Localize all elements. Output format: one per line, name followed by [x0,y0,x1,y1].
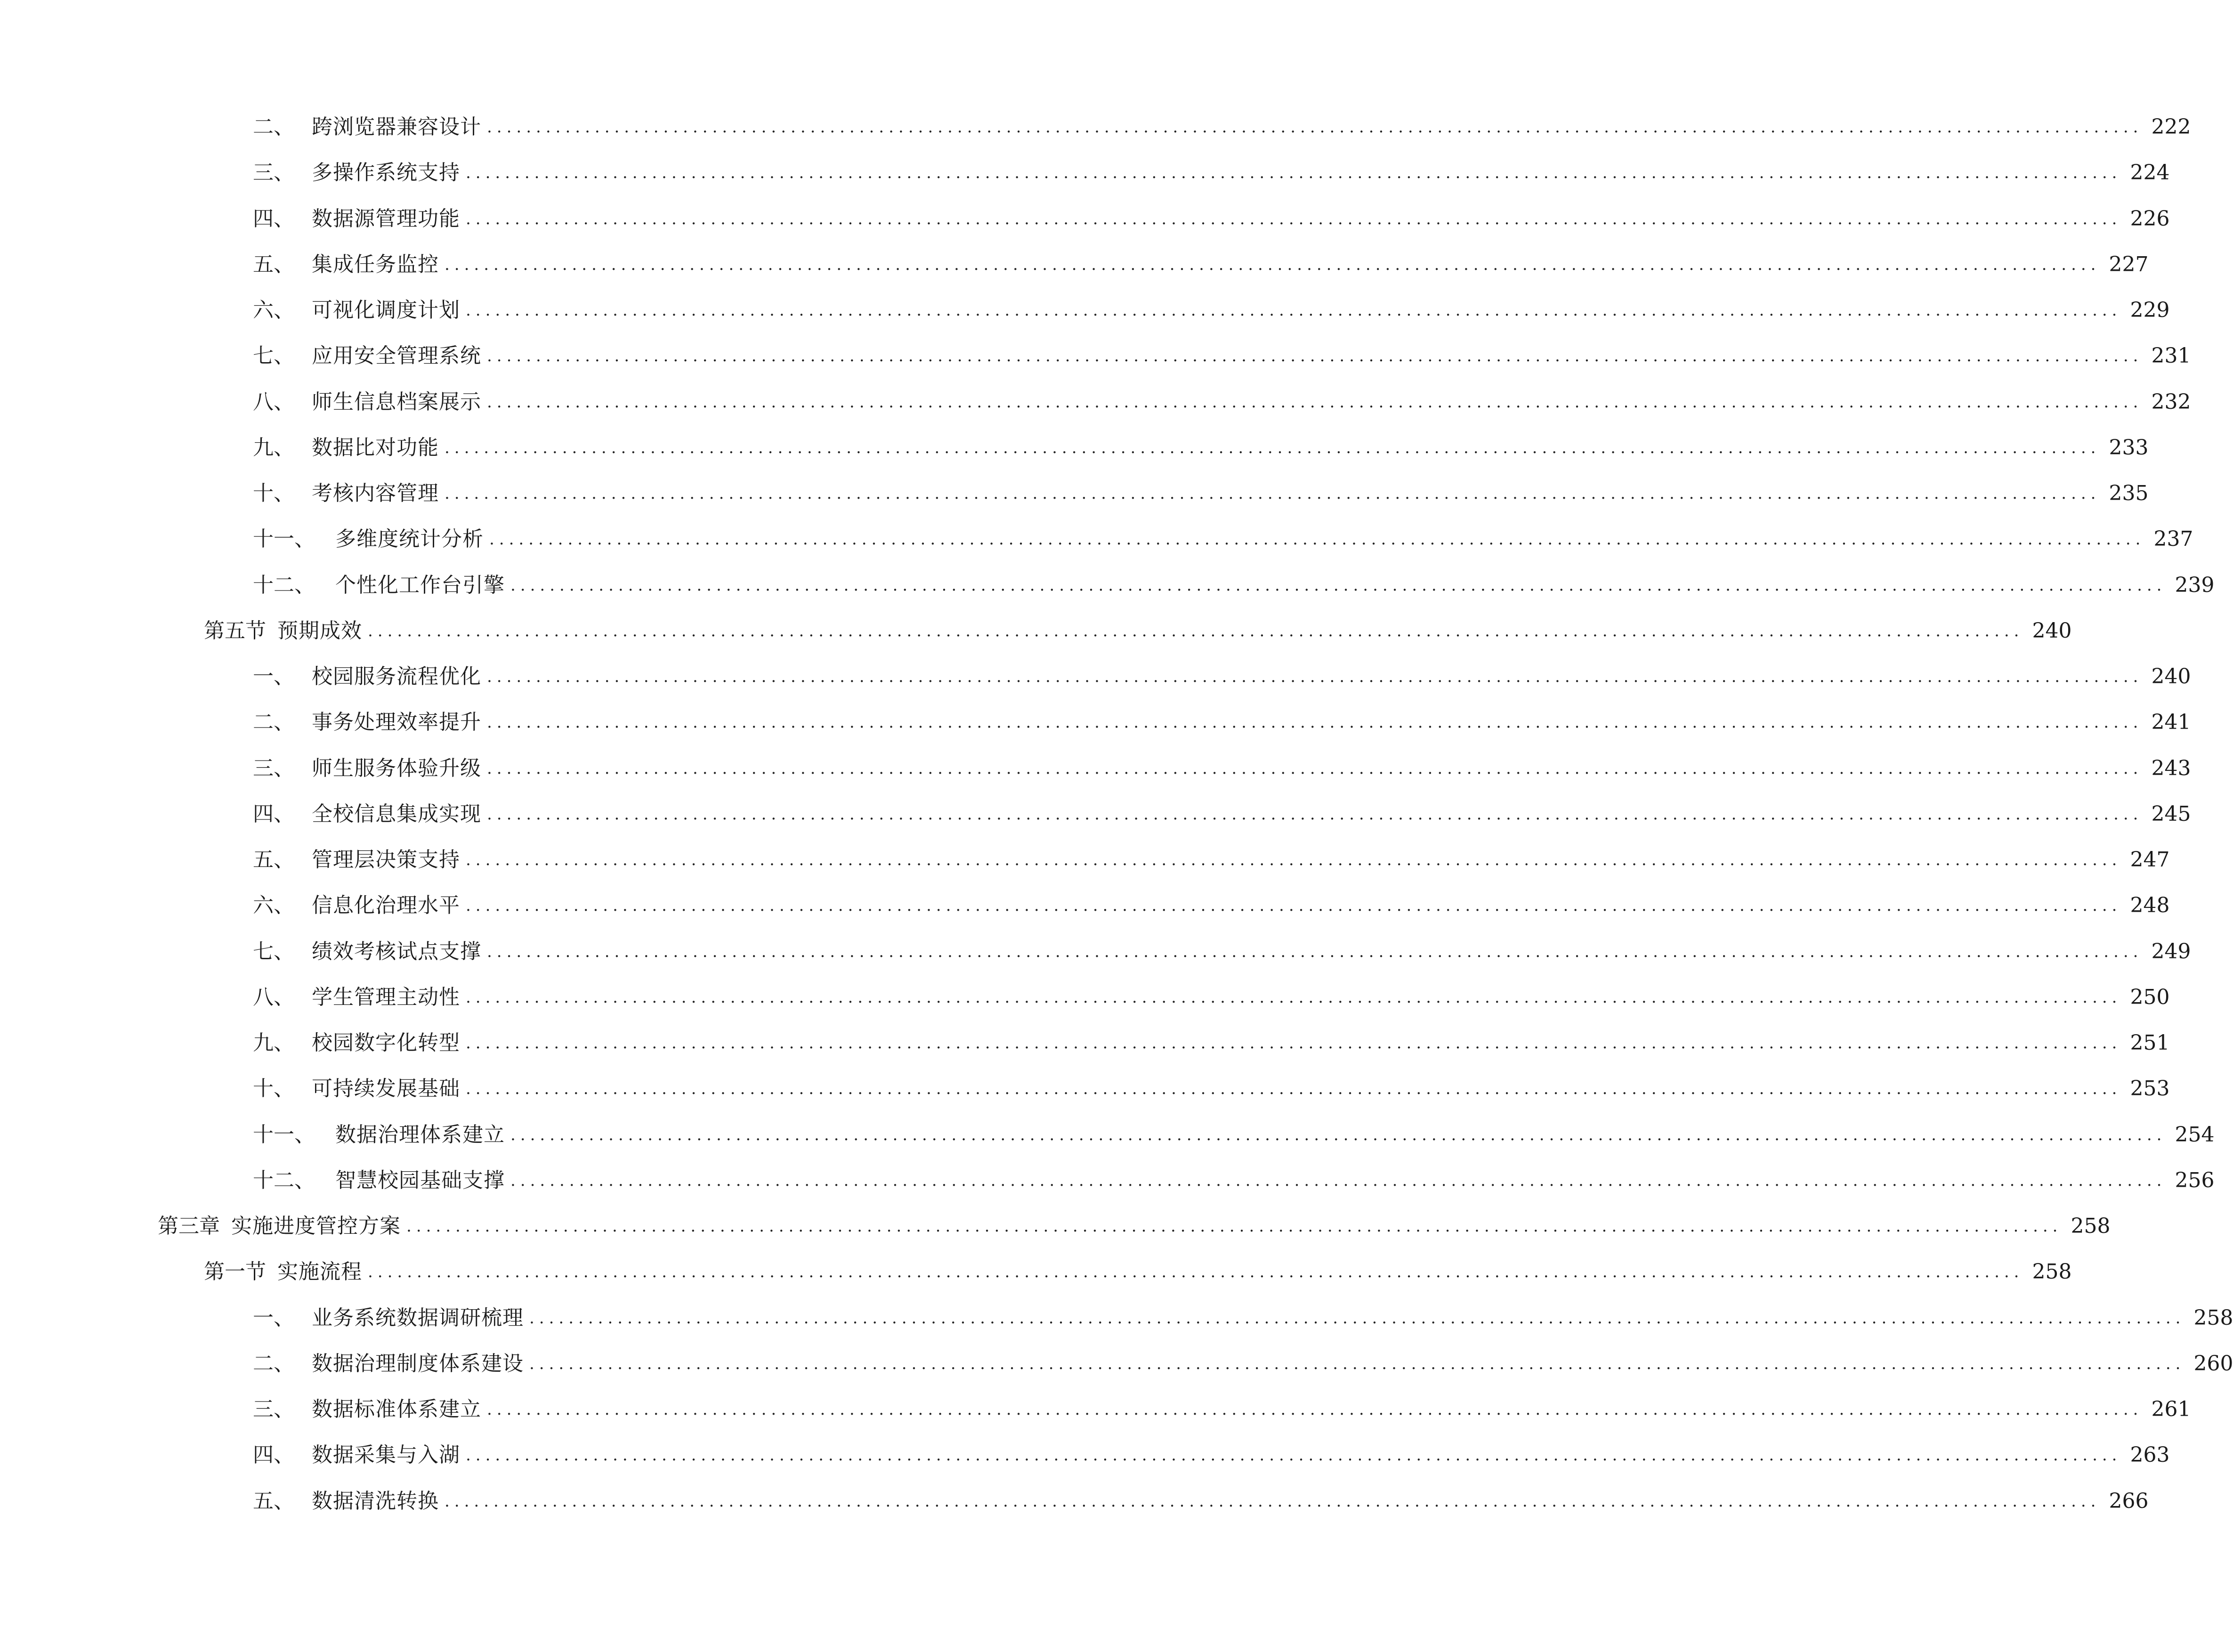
toc-entry[interactable] [253,1158,2215,1203]
toc-entry-page-number: 235 [2109,481,2149,505]
toc-entry-number: 六、 [253,298,294,322]
toc-entry[interactable] [253,929,2191,974]
toc-entry[interactable] [253,517,2193,562]
toc-entry-title: 全校信息集成实现 [312,802,481,826]
toc-entry-title: 事务处理效率提升 [312,710,481,735]
toc-dot-leader: ......................................................................................................................................................................... [445,438,2101,457]
toc-dot-leader: ......................................................................................................................................................................... [510,1125,2167,1144]
toc-dot-leader: ......................................................................................................................................................................... [487,667,2143,686]
toc-entry-title: 实施进度管控方案 [231,1214,401,1238]
toc-entry[interactable] [253,792,2191,837]
toc-entry-number: 四、 [253,1443,294,1467]
toc-entry-number: 十一、 [253,1122,315,1147]
toc-entry[interactable] [253,425,2149,470]
toc-entry[interactable] [253,150,2170,195]
toc-dot-leader: ......................................................................................................................................................................... [529,1308,2185,1328]
toc-entry-title: 多操作系统支持 [312,161,460,185]
toc-entry[interactable] [253,975,2170,1020]
toc-entry-page-number: 226 [2130,206,2170,231]
toc-entry-number: 九、 [253,435,294,460]
toc-dot-leader: ......................................................................................................................................................................... [487,713,2143,732]
toc-entry-number: 五、 [253,1489,294,1513]
toc-entry[interactable] [253,288,2170,333]
toc-entry-title: 学生管理主动性 [312,985,460,1009]
toc-entry-page-number: 233 [2109,435,2149,460]
toc-entry-title: 预期成效 [277,618,362,643]
toc-entry[interactable] [253,1433,2170,1478]
toc-entry[interactable] [253,1479,2149,1524]
toc-entry[interactable] [253,1296,2233,1341]
toc-entry-number: 十、 [253,1077,294,1101]
toc-entry[interactable] [253,700,2191,745]
toc-entry-page-number: 247 [2130,848,2170,872]
toc-entry-title: 绩效考核试点支撑 [312,939,481,964]
toc-entry-number: 七、 [253,939,294,964]
toc-dot-leader: ......................................................................................................................................................................... [466,1034,2122,1053]
toc-entry[interactable] [253,837,2170,883]
toc-entry[interactable] [253,1066,2170,1111]
toc-entry-page-number: 227 [2109,252,2149,276]
toc-entry-number: 二、 [253,1351,294,1376]
toc-entry-title: 考核内容管理 [312,481,439,505]
toc-entry-title: 个性化工作台引擎 [335,573,505,597]
toc-entry-page-number: 261 [2151,1397,2191,1421]
toc-dot-leader: ......................................................................................................................................................................... [487,347,2143,366]
toc-entry-title: 数据标准体系建立 [312,1397,481,1421]
toc-entry-number: 五、 [253,252,294,276]
toc-entry[interactable] [253,333,2191,379]
toc-entry-title: 校园服务流程优化 [312,664,481,688]
toc-dot-leader: ......................................................................................................................................................................... [466,163,2122,183]
toc-entry-title: 数据治理制度体系建设 [312,1351,524,1376]
toc-entry-number: 第五节 [204,618,266,643]
toc-dot-leader: ......................................................................................................................................................................... [368,621,2024,640]
toc-dot-leader: ......................................................................................................................................................................... [406,1217,2063,1236]
toc-dot-leader: ......................................................................................................................................................................... [487,804,2143,824]
toc-entry-page-number: 254 [2175,1122,2215,1147]
toc-dot-leader: ......................................................................................................................................................................... [466,988,2122,1007]
toc-dot-leader: ......................................................................................................................................................................... [466,301,2122,320]
toc-dot-leader: ......................................................................................................................................................................... [529,1354,2185,1373]
toc-entry[interactable] [253,883,2170,928]
toc-entry-title: 可持续发展基础 [312,1077,460,1101]
toc-dot-leader: ......................................................................................................................................................................... [487,1400,2143,1419]
toc-entry-title: 校园数字化转型 [312,1031,460,1055]
toc-entry-page-number: 232 [2151,389,2191,414]
toc-entry[interactable] [253,105,2191,150]
toc-entry-page-number: 243 [2151,756,2191,780]
toc-entry-page-number: 240 [2032,618,2072,643]
toc-entry-title: 师生信息档案展示 [312,389,481,414]
toc-entry-title: 数据比对功能 [312,435,439,460]
toc-entry-page-number: 248 [2130,893,2170,918]
toc-entry[interactable] [253,1341,2233,1386]
toc-entry-number: 九、 [253,1031,294,1055]
toc-entry-title: 数据采集与入湖 [312,1443,460,1467]
toc-entry-number: 一、 [253,1305,294,1330]
toc-entry-title: 多维度统计分析 [335,527,484,551]
toc-entry-title: 管理层决策支持 [312,848,460,872]
toc-dot-leader: ......................................................................................................................................................................... [487,942,2143,961]
toc-entry[interactable] [204,608,2072,654]
toc-entry-title: 信息化治理水平 [312,893,460,918]
toc-dot-leader: ......................................................................................................................................................................... [510,1171,2167,1190]
toc-entry-number: 八、 [253,389,294,414]
toc-entry-number: 第三章 [158,1214,220,1238]
toc-entry-page-number: 258 [2193,1305,2233,1330]
toc-entry-number: 第一节 [204,1260,266,1284]
toc-entry-page-number: 237 [2153,527,2193,551]
toc-entry-page-number: 239 [2175,573,2215,597]
toc-entry[interactable] [253,746,2191,791]
toc-entry-number: 二、 [253,115,294,139]
toc-entry-title: 数据源管理功能 [312,206,460,231]
toc-entry-title: 智慧校园基础支撑 [335,1168,505,1192]
toc-entry-title: 实施流程 [277,1260,362,1284]
toc-entry-title: 跨浏览器兼容设计 [312,115,481,139]
toc-dot-leader: ......................................................................................................................................................................... [487,118,2143,137]
toc-entry-page-number: 245 [2151,802,2191,826]
toc-entry[interactable] [253,1112,2215,1158]
toc-entry-title: 集成任务监控 [312,252,439,276]
toc-entry-number: 二、 [253,710,294,735]
toc-entry-number: 三、 [253,756,294,780]
toc-entry[interactable] [158,1204,2111,1249]
toc-entry-number: 四、 [253,206,294,231]
toc-dot-leader: ......................................................................................................................................................................... [445,1491,2101,1511]
toc-entry-page-number: 241 [2151,710,2191,735]
toc-dot-leader: ......................................................................................................................................................................... [489,530,2145,549]
toc-dot-leader: ......................................................................................................................................................................... [510,575,2167,595]
toc-entry-page-number: 240 [2151,664,2191,688]
toc-entry-page-number: 229 [2130,298,2170,322]
toc-entry-page-number: 231 [2151,344,2191,368]
toc-entry[interactable] [253,196,2170,242]
toc-dot-leader: ......................................................................................................................................................................... [368,1263,2024,1282]
toc-entry-page-number: 256 [2175,1168,2215,1192]
toc-entry-number: 五、 [253,848,294,872]
toc-entry-page-number: 224 [2130,161,2170,185]
toc-entry[interactable] [253,380,2191,425]
toc-dot-leader: ......................................................................................................................................................................... [466,1446,2122,1465]
toc-entry-page-number: 253 [2130,1077,2170,1101]
toc-entry-title: 可视化调度计划 [312,298,460,322]
toc-entry-title: 数据清洗转换 [312,1489,439,1513]
toc-entry-page-number: 250 [2130,985,2170,1009]
toc-dot-leader: ......................................................................................................................................................................... [487,759,2143,778]
toc-dot-leader: ......................................................................................................................................................................... [466,1079,2122,1099]
toc-entry-page-number: 258 [2071,1214,2111,1238]
toc-entry-page-number: 222 [2151,115,2191,139]
toc-entry-number: 三、 [253,161,294,185]
toc-entry[interactable] [253,1020,2170,1066]
toc-entry-number: 七、 [253,344,294,368]
toc-entry[interactable] [253,1387,2191,1432]
toc-entry-number: 一、 [253,664,294,688]
toc-entry-number: 八、 [253,985,294,1009]
toc-entry-title: 业务系统数据调研梳理 [312,1305,524,1330]
toc-dot-leader: ......................................................................................................................................................................... [487,392,2143,412]
toc-entry[interactable] [253,654,2191,699]
toc-dot-leader: ......................................................................................................................................................................... [466,850,2122,869]
toc-entry-page-number: 263 [2130,1443,2170,1467]
toc-entry-title: 应用安全管理系统 [312,344,481,368]
toc-entry[interactable] [253,563,2215,608]
toc-entry-number: 十二、 [253,1168,315,1192]
toc-entry-page-number: 260 [2193,1351,2233,1376]
toc-dot-leader: ......................................................................................................................................................................... [445,255,2101,274]
toc-entry[interactable] [253,242,2149,287]
toc-entry-number: 六、 [253,893,294,918]
toc-entry-page-number: 251 [2130,1031,2170,1055]
toc-entry-page-number: 249 [2151,939,2191,964]
toc-entry[interactable] [253,471,2149,516]
toc-entry-title: 师生服务体验升级 [312,756,481,780]
toc-entry-page-number: 266 [2109,1489,2149,1513]
toc-entry-title: 数据治理体系建立 [335,1122,505,1147]
toc-entry-number: 十二、 [253,573,315,597]
toc-entry-page-number: 258 [2032,1260,2072,1284]
toc-entry-number: 三、 [253,1397,294,1421]
toc-dot-leader: ......................................................................................................................................................................... [466,209,2122,228]
toc-entry-number: 十、 [253,481,294,505]
toc-dot-leader: ......................................................................................................................................................................... [466,896,2122,915]
toc-entry[interactable] [204,1249,2072,1295]
toc-entry-number: 四、 [253,802,294,826]
toc-entry-number: 十一、 [253,527,315,551]
toc-dot-leader: ......................................................................................................................................................................... [445,484,2101,503]
